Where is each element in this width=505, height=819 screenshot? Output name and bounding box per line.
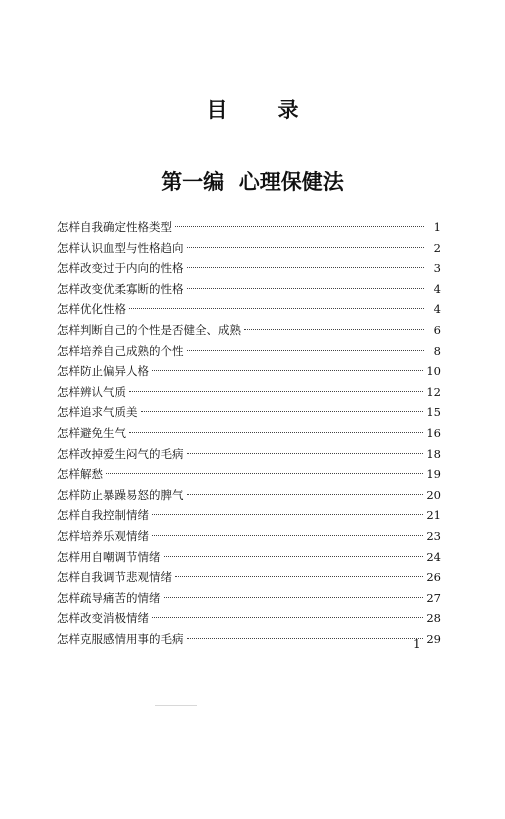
table-of-contents [57,217,441,649]
toc-entry-title: 怎样改变消极情绪 [57,611,149,626]
toc-entry-page: 29 [426,631,441,646]
toc-entry-title: 怎样防止偏异人格 [57,364,149,379]
toc-entry-page: 23 [426,528,441,543]
toc-entry-title: 怎样自我控制情绪 [57,508,149,523]
toc-entry-title: 怎样判断自己的个性是否健全、成熟 [57,322,241,337]
toc-entry-title: 怎样疏导痛苦的情绪 [57,590,161,605]
toc-entry-page: 28 [426,611,441,626]
toc-dot-leader [187,638,424,639]
toc-entry [57,258,441,279]
toc-dot-leader [129,391,423,392]
toc-dot-leader [152,370,423,371]
toc-entry-page: 16 [426,425,441,440]
toc-entry-page: 19 [426,467,441,482]
toc-entry-page: 6 [433,322,441,337]
toc-entry-page: 27 [426,590,441,605]
toc-entry-title: 怎样解愁 [57,467,103,482]
toc-entry [57,567,441,588]
toc-entry [57,341,441,362]
page-number: 1 [413,637,421,651]
toc-entry-page: 10 [426,364,441,379]
toc-entry [57,299,441,320]
toc-entry [57,279,441,300]
toc-entry [57,320,441,341]
toc-entry-title: 怎样自我确定性格类型 [57,220,172,234]
toc-entry [57,402,441,423]
toc-dot-leader [129,308,424,309]
toc-entry [57,485,441,506]
toc-dot-leader [129,432,423,433]
toc-dot-leader [187,350,425,351]
toc-entry-title: 怎样追求气质美 [57,405,138,420]
toc-entry [57,217,441,238]
toc-entry [57,382,441,403]
toc-entry [57,464,441,485]
toc-entry-title: 怎样认识血型与性格趋向 [57,240,184,255]
toc-entry [57,629,441,650]
toc-dot-leader [152,514,423,515]
toc-entry-page: 8 [433,343,441,358]
toc-dot-leader [187,247,425,248]
toc-entry-page: 12 [426,384,441,399]
toc-entry-title: 怎样改变过于内向的性格 [57,261,184,276]
toc-entry-page: 21 [426,508,441,523]
toc-entry-title: 怎样防止暴躁易怒的脾气 [57,487,184,502]
toc-entry [57,444,441,465]
toc-entry [57,608,441,629]
toc-dot-leader [164,556,424,557]
toc-entry [57,423,441,444]
toc-entry-title: 怎样辨认气质 [57,384,126,399]
toc-dot-leader [152,617,423,618]
toc-dot-leader [187,288,425,289]
toc-dot-leader [175,576,423,577]
toc-dot-leader [175,226,424,227]
toc-entry-page: 2 [433,240,441,255]
toc-dot-leader [244,329,424,330]
toc-entry [57,588,441,609]
toc-entry-page: 24 [426,549,441,564]
toc-entry-page: 4 [433,281,441,296]
page-title: 目录 [206,98,349,122]
toc-entry [57,505,441,526]
toc-dot-leader [164,597,424,598]
toc-entry [57,238,441,259]
toc-entry-title: 怎样改掉爱生闷气的毛病 [57,446,184,461]
toc-entry [57,361,441,382]
toc-entry-page: 3 [433,261,441,276]
toc-entry-page: 18 [426,446,441,461]
toc-entry-title: 怎样培养乐观情绪 [57,528,149,543]
toc-entry-page: 4 [433,302,441,317]
toc-dot-leader [152,535,423,536]
section-heading: 第一编 心理保健法 [161,170,344,194]
toc-dot-leader [187,494,424,495]
toc-entry-title: 怎样避免生气 [57,425,126,440]
toc-dot-leader [141,411,424,412]
toc-entry-title: 怎样优化性格 [57,302,126,317]
toc-entry-page: 1 [433,220,441,234]
scan-smudge [155,705,197,706]
toc-dot-leader [106,473,423,474]
toc-entry-title: 怎样克服感情用事的毛病 [57,631,184,646]
toc-entry [57,526,441,547]
toc-entry-title: 怎样自我调节悲观情绪 [57,570,172,585]
toc-entry-page: 15 [426,405,441,420]
toc-dot-leader [187,453,424,454]
toc-entry-title: 怎样改变优柔寡断的性格 [57,281,184,296]
toc-entry-page: 20 [426,487,441,502]
toc-entry-page: 26 [426,570,441,585]
toc-entry-title: 怎样用自嘲调节情绪 [57,549,161,564]
toc-entry-title: 怎样培养自己成熟的个性 [57,343,184,358]
toc-dot-leader [187,267,425,268]
toc-entry [57,547,441,568]
